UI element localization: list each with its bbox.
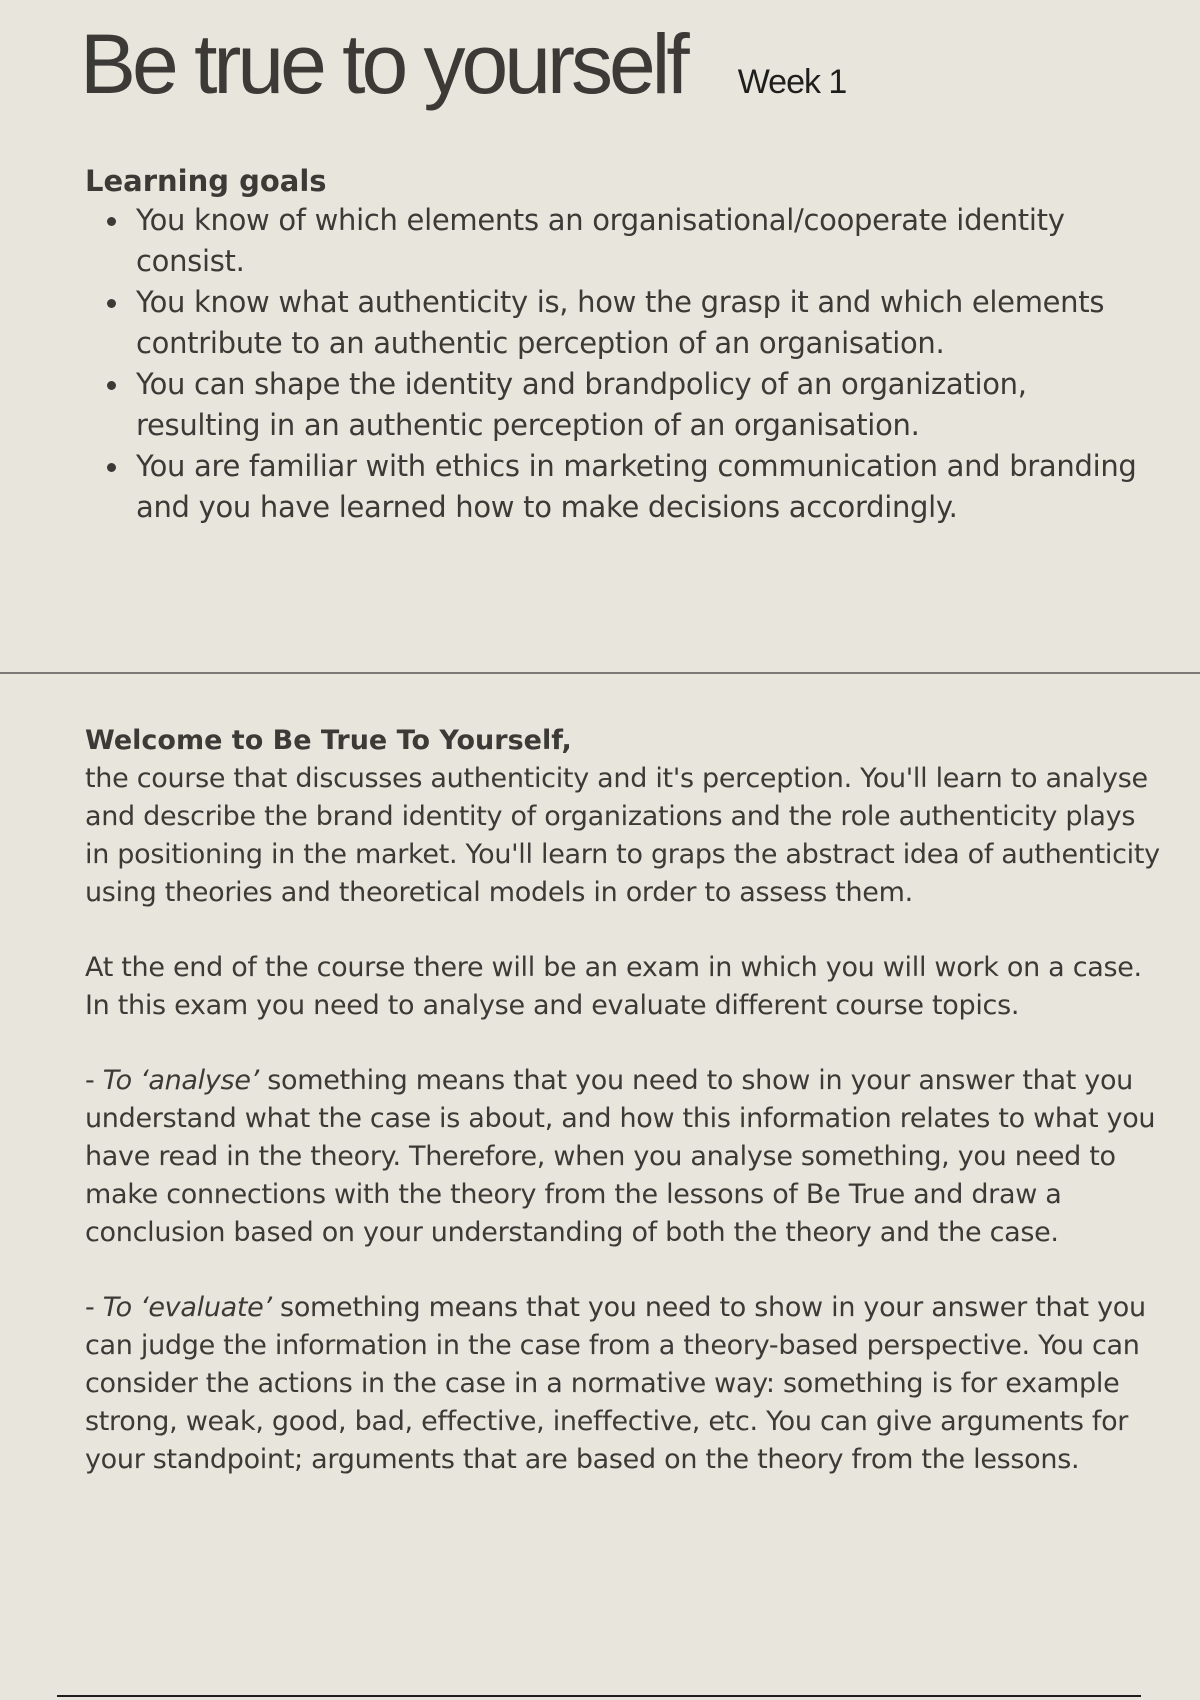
week-label: Week 1: [737, 63, 847, 101]
welcome-section: [85, 722, 1165, 1516]
page-title: Be true to yourself: [80, 17, 686, 111]
exam-paragraph: At the end of the course there will be an exam in which you will work on a case. In this exam you need to analyse and evaluate different course topics.: [85, 952, 1142, 1021]
analyse-prefix: -: [85, 1065, 103, 1096]
evaluate-paragraph: [85, 1289, 1165, 1479]
learning-goals-heading: Learning goals: [85, 164, 327, 198]
learning-goals-section: [85, 162, 1145, 528]
learning-goal-item: [85, 364, 1145, 446]
welcome-heading: Welcome to Be True To Yourself,: [85, 725, 572, 756]
evaluate-text: something means that you need to show in your answer that you can judge the information in the case from a theory-based perspective. You can consider the actions in the case in a normative way: something is for example strong, weak, good, bad, effective, ineffective, etc. You can give arguments for your standpoint; arguments that are based on the theory from the lessons.: [85, 1292, 1146, 1475]
analyse-term: To ‘analyse’: [102, 1065, 259, 1096]
bullet-icon: [107, 381, 116, 390]
learning-goal-item: [85, 446, 1145, 528]
learning-goal-item: [85, 200, 1145, 282]
page-header: [80, 17, 847, 111]
section-divider: [0, 672, 1200, 674]
bottom-rule: [57, 1695, 1141, 1697]
evaluate-term: To ‘evaluate’: [102, 1292, 272, 1323]
learning-goal-text: You know what authenticity is, how the grasp it and which elements contribute to an authentic perception of an organisation.: [136, 285, 1105, 360]
bullet-icon: [107, 463, 116, 472]
welcome-intro-paragraph: the course that discusses authenticity and it's perception. You'll learn to analyse and describe the brand identity of organizations and the role authenticity plays in positioning in the market. You'll learn to graps the abstract idea of authenticity using theories and theoretical models in order to assess them.: [85, 763, 1160, 908]
bullet-icon: [107, 217, 116, 226]
bullet-icon: [107, 299, 116, 308]
learning-goals-list: [85, 200, 1145, 528]
analyse-text: something means that you need to show in your answer that you understand what the case is about, and how this information relates to what you have read in the theory. Therefore, when you analyse something, you need to make connections with the theory from the lessons of Be True and draw a conclusion based on your understanding of both the theory and the case.: [85, 1065, 1156, 1248]
analyse-paragraph: [85, 1062, 1165, 1252]
evaluate-prefix: -: [85, 1292, 103, 1323]
learning-goal-text: You know of which elements an organisational/cooperate identity consist.: [136, 203, 1065, 278]
learning-goal-item: [85, 282, 1145, 364]
learning-goal-text: You can shape the identity and brandpolicy of an organization, resulting in an authentic perception of an organisation.: [136, 367, 1027, 442]
learning-goal-text: You are familiar with ethics in marketing communication and branding and you have learned how to make decisions accordingly.: [136, 449, 1137, 524]
